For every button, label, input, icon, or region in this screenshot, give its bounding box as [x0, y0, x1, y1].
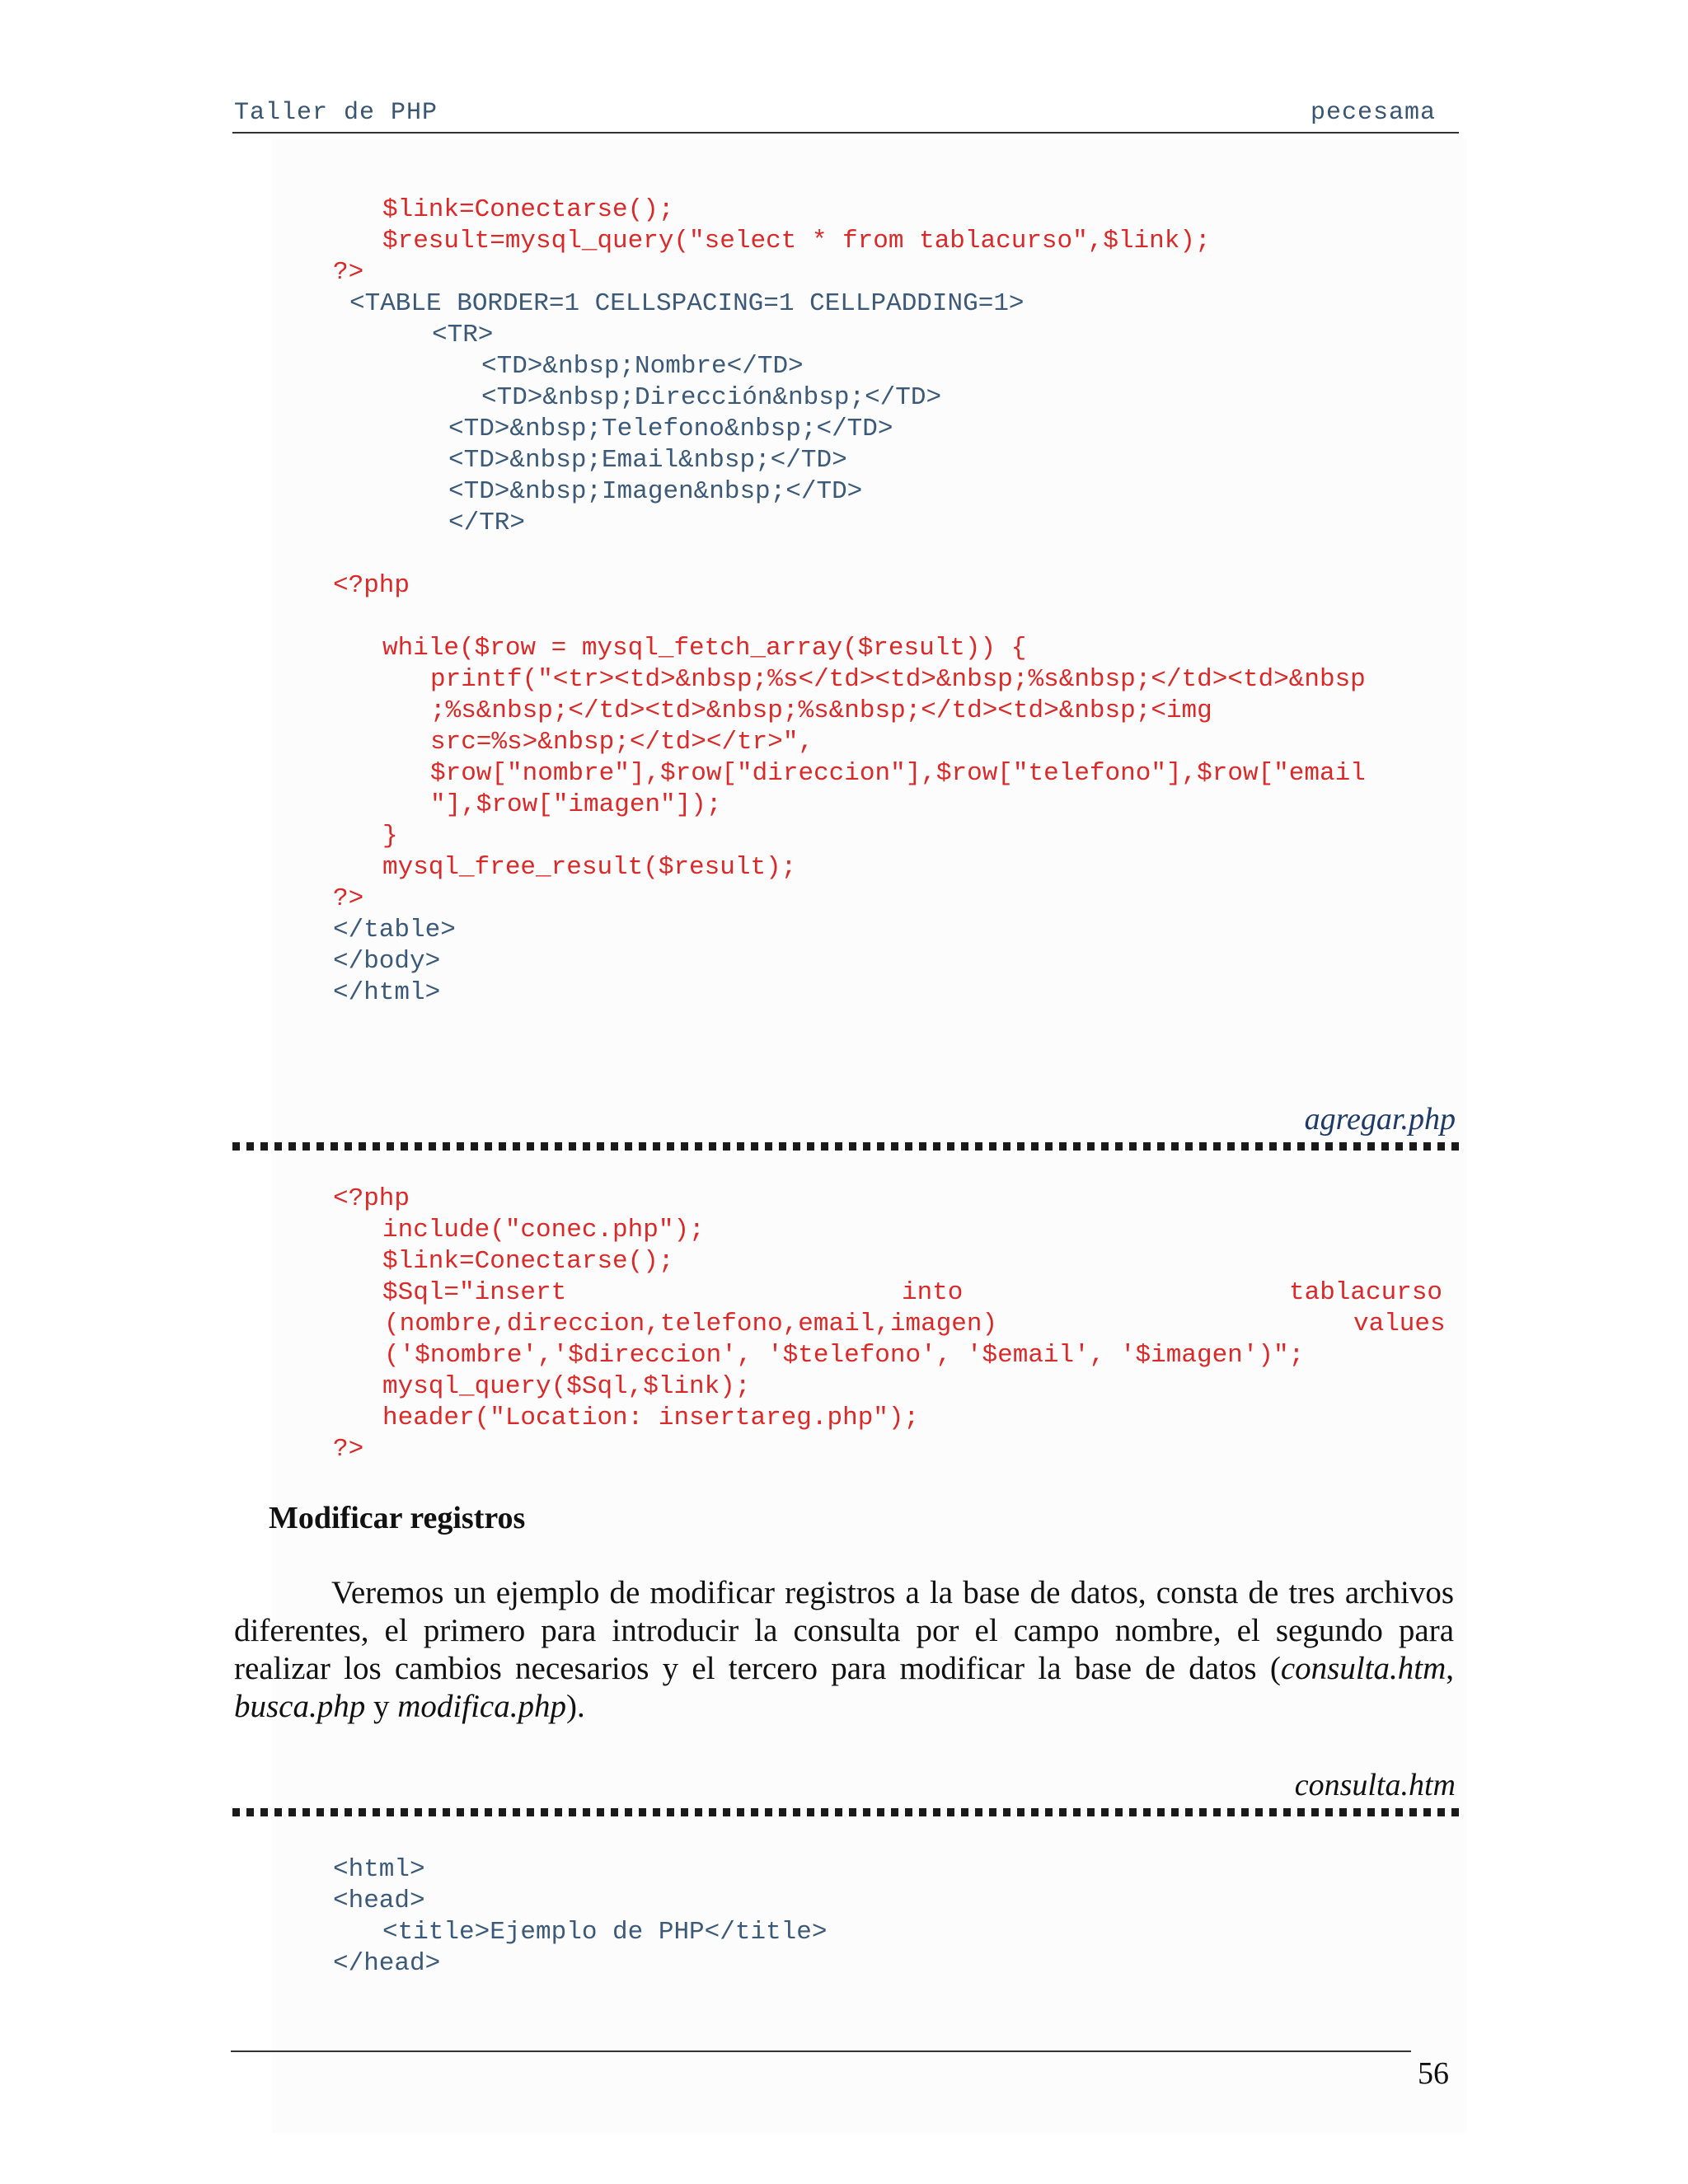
code-line: <?php: [333, 571, 410, 600]
code-line: "],$row["imagen"]);: [430, 790, 722, 819]
code-line: }: [382, 822, 398, 851]
code-line: src=%s>&nbsp;</td></tr>",: [430, 728, 814, 757]
file-name: busca.php: [234, 1689, 366, 1724]
code-line: </table>: [333, 916, 456, 944]
code-line: <TR>: [432, 321, 494, 349]
dotted-divider: [232, 1142, 1461, 1151]
code-line: (nombre,direccion,telefono,email,imagen): [384, 1310, 998, 1338]
header-title: Taller de PHP: [234, 99, 438, 127]
code-line: $link=Conectarse();: [382, 1247, 674, 1276]
code-line: into: [902, 1278, 964, 1307]
file-label-agregar: agregar.php: [1304, 1102, 1456, 1137]
code-line: $row["nombre"],$row["direccion"],$row["telefono"],$row["email: [430, 759, 1366, 788]
code-line: ?>: [333, 1435, 364, 1464]
paragraph-text: Veremos un ejemplo de modificar registros a la base de datos, consta de tres archivos diferentes, el primero para introducir la consulta por el campo nombre, el segundo para realizar los cambios necesarios y el tercero para modificar la base de datos (: [234, 1575, 1454, 1686]
code-line: <TD>&nbsp;Email&nbsp;</TD>: [448, 446, 847, 475]
code-line: <?php: [333, 1184, 410, 1213]
code-line: ;%s&nbsp;</td><td>&nbsp;%s&nbsp;</td><td>&nbsp;<img: [430, 696, 1212, 725]
header-divider: [232, 132, 1459, 134]
section-heading: Modificar registros: [269, 1501, 526, 1535]
code-line: $Sql="insert: [382, 1278, 567, 1307]
code-line: <TD>&nbsp;Nombre</TD>: [481, 352, 804, 381]
code-line: $link=Conectarse();: [382, 195, 674, 224]
code-line: <head>: [333, 1886, 425, 1915]
code-line: ?>: [333, 258, 364, 287]
page-number: 56: [1418, 2056, 1449, 2091]
code-line: ?>: [333, 884, 364, 913]
code-line: <title>Ejemplo de PHP</title>: [382, 1918, 828, 1947]
code-line: ('$nombre','$direccion', '$telefono', '$email', '$imagen')";: [384, 1341, 1305, 1370]
code-line: values: [1353, 1310, 1446, 1338]
file-name: modifica.php: [397, 1689, 566, 1724]
body-paragraph: [234, 1574, 1454, 1726]
code-line: mysql_query($Sql,$link);: [382, 1372, 751, 1401]
separator: y: [365, 1689, 398, 1724]
code-line: </html>: [333, 978, 441, 1007]
code-line: <html>: [333, 1855, 425, 1884]
footer-divider: [231, 2050, 1411, 2052]
code-line: $result=mysql_query("select * from tablacurso",$link);: [382, 227, 1211, 255]
code-line: tablacurso: [1289, 1278, 1443, 1307]
paragraph-end: ).: [565, 1689, 585, 1724]
code-line: <TABLE BORDER=1 CELLSPACING=1 CELLPADDING=1>: [349, 289, 1025, 318]
header-author: pecesama: [1311, 99, 1437, 127]
code-line: </head>: [333, 1949, 441, 1978]
file-name: consulta.htm: [1280, 1651, 1447, 1686]
code-line: mysql_free_result($result);: [382, 853, 797, 882]
code-line: <TD>&nbsp;Telefono&nbsp;</TD>: [448, 415, 893, 443]
code-line: </body>: [333, 947, 441, 976]
code-line: printf("<tr><td>&nbsp;%s</td><td>&nbsp;%s&nbsp;</td><td>&nbsp: [430, 665, 1366, 694]
code-line: include("conec.php");: [382, 1216, 705, 1244]
code-line: <TD>&nbsp;Imagen&nbsp;</TD>: [448, 477, 863, 506]
code-line: <TD>&nbsp;Dirección&nbsp;</TD>: [481, 383, 942, 412]
file-label-consulta: consulta.htm: [1294, 1768, 1456, 1802]
separator: ,: [1446, 1651, 1454, 1686]
code-line: header("Location: insertareg.php");: [382, 1404, 920, 1432]
code-line: </TR>: [448, 509, 526, 537]
dotted-divider: [232, 1808, 1461, 1816]
code-line: while($row = mysql_fetch_array($result)) {: [382, 634, 1027, 663]
